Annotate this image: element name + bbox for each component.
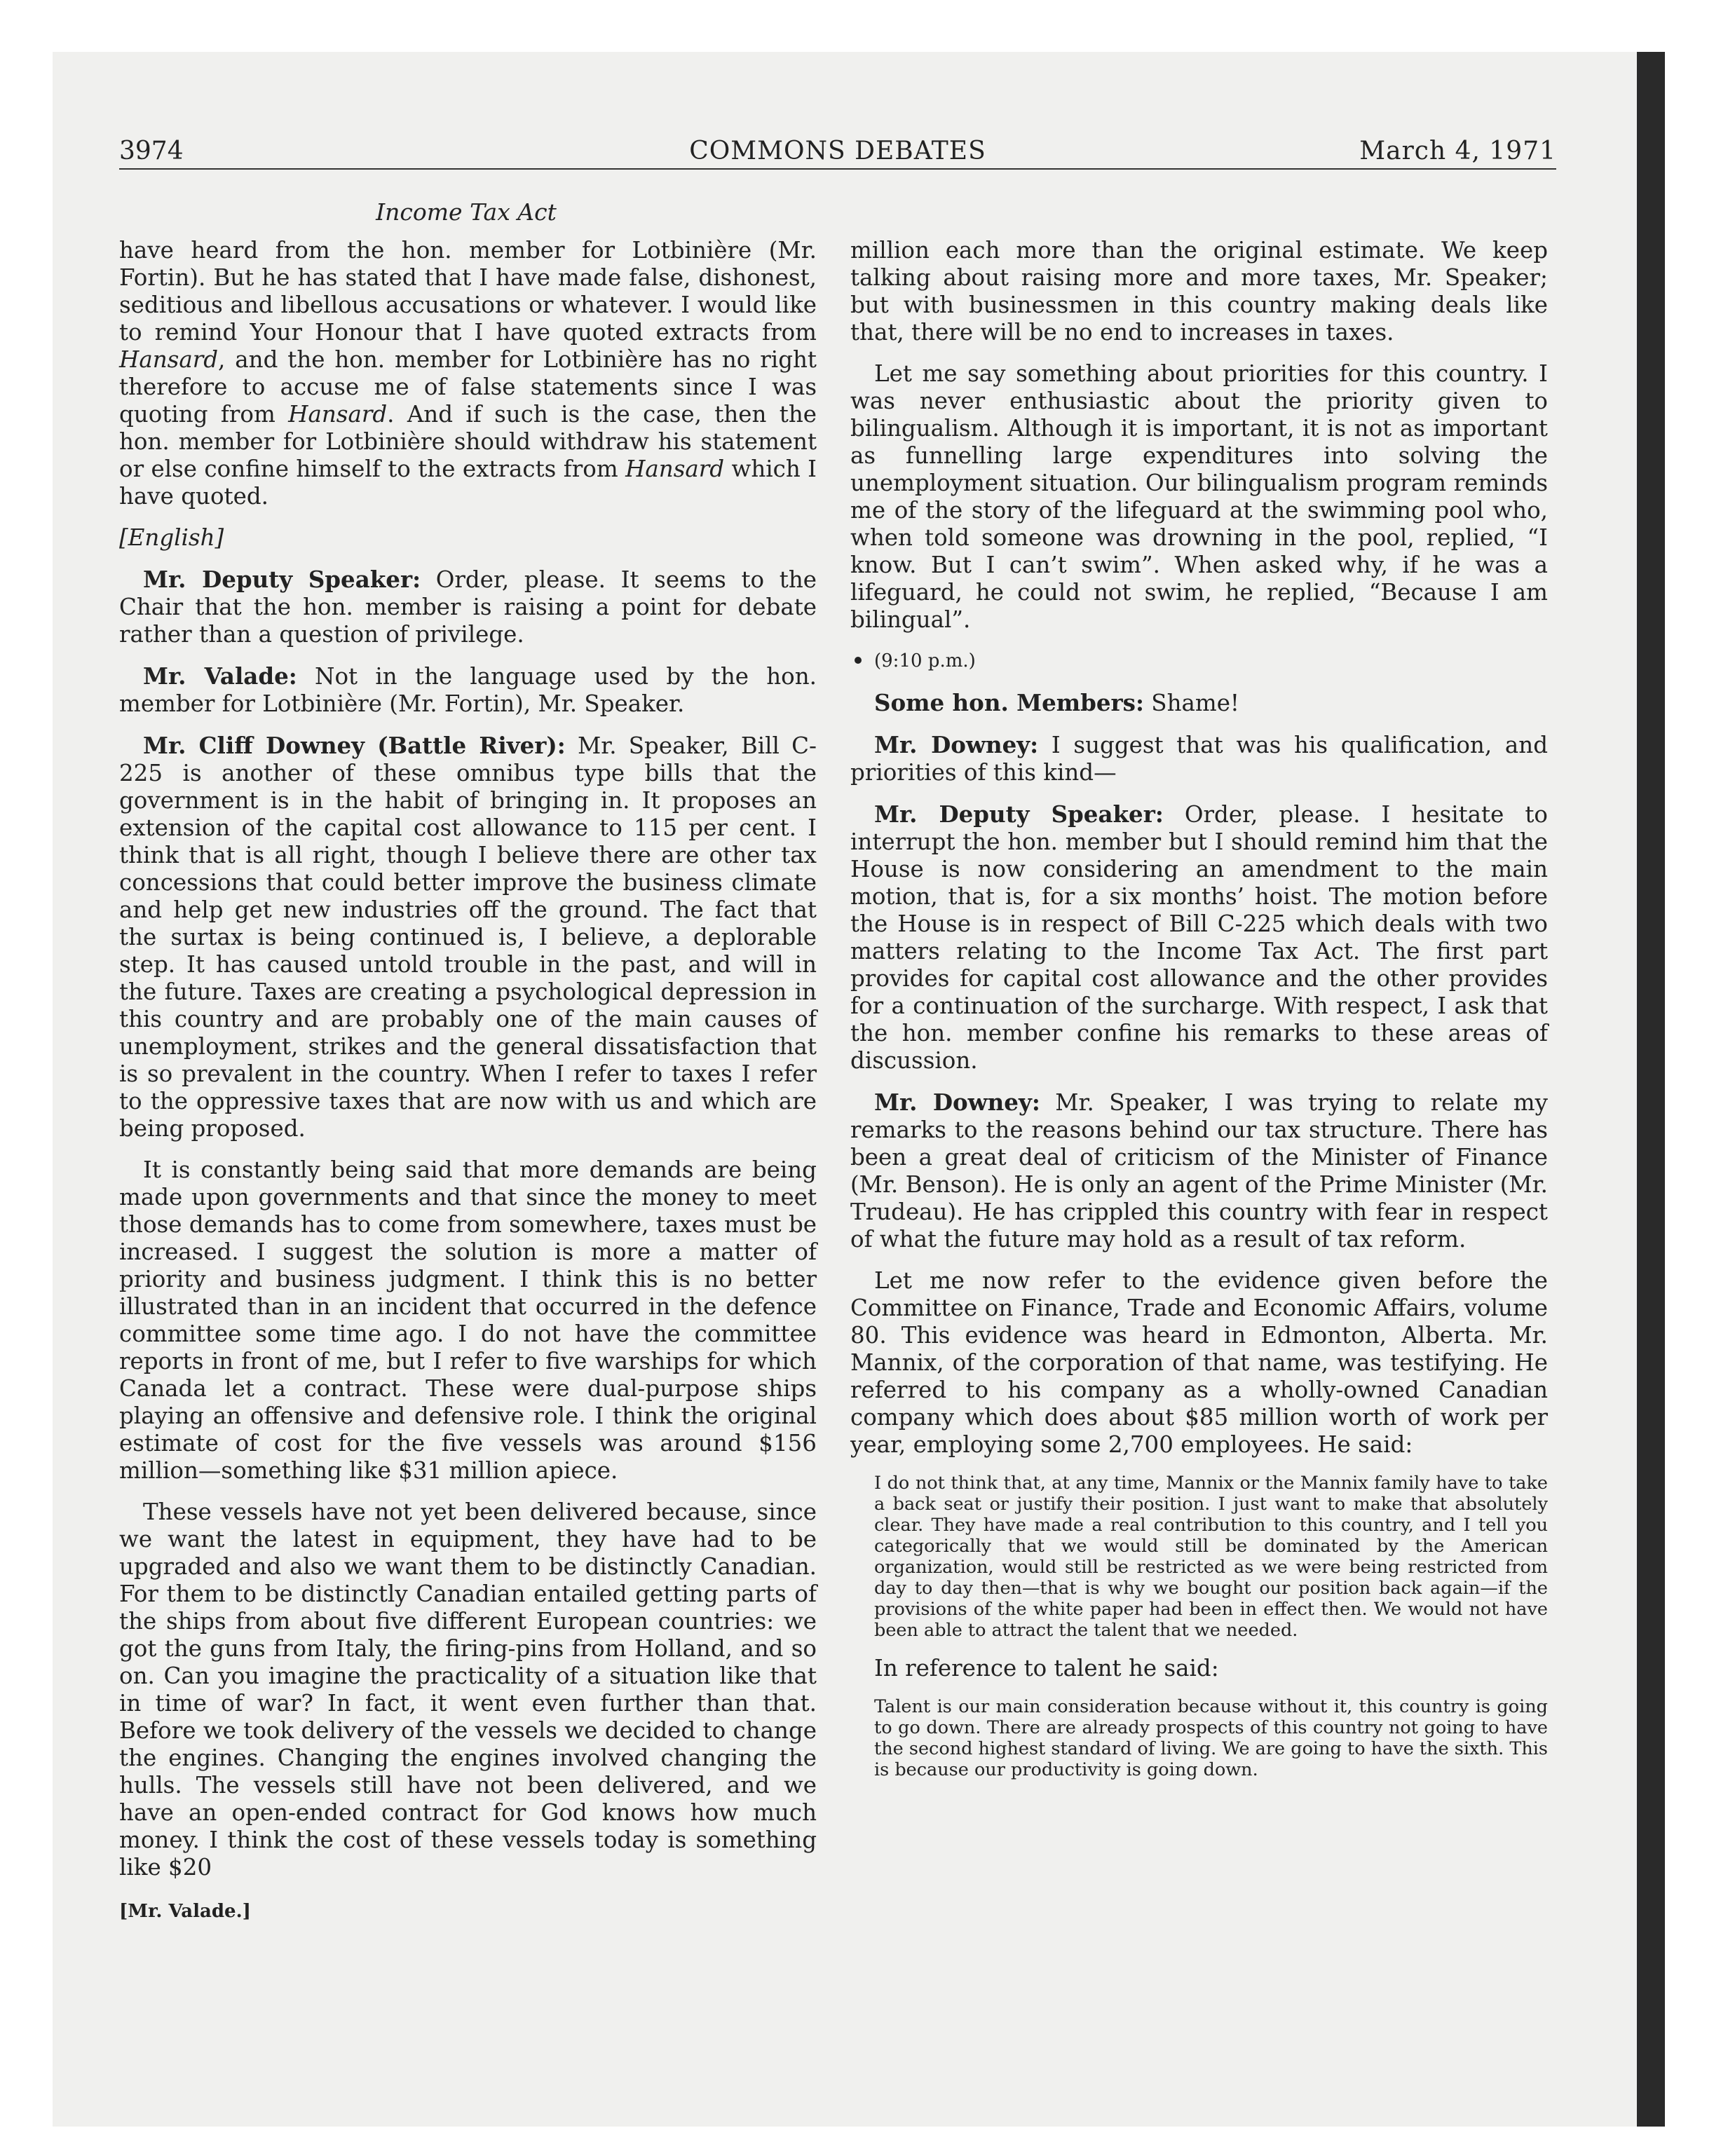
paragraph: million each more than the original estimate. We keep talking about raising more and more taxes, Mr. Speaker; but with businessmen in this country making deals like that, there will be no end to increases in taxes. xyxy=(850,237,1548,346)
paragraph: Let me now refer to the evidence given before the Committee on Finance, Trade and Economic Affairs, volume 80. This evidence was heard in Edmonton, Alberta. Mr. Mannix, of the corporation of that name, was testifying. He referred to his company as a wholly-owned Canadian company which does about $85 million worth of work per year, employing some 2,700 employees. He said: xyxy=(850,1267,1548,1458)
block-quote: Talent is our main consideration because without it, this country is going to go down. There are already prospects of this country not going to have the second highest standard of living. We are going to have the sixth. This is because our productivity is going down. xyxy=(874,1696,1548,1780)
timestamp: (9:10 p.m.) xyxy=(850,648,1548,675)
speaker-name: Mr. Deputy Speaker: xyxy=(874,800,1164,828)
speech-paragraph: Mr. Deputy Speaker: Order, please. I hesitate to interrupt the hon. member but I should remind him that the House is now considering an amendment to the main motion, that is, for a six months’ hoist. The motion before the House is in respect of Bill C-225 which deals with two matters relating to the Income Tax Act. The first part provides for capital cost allowance and the other provides for a continuation of the surcharge. With respect, I ask that the hon. member confine his remarks to these areas of discussion. xyxy=(850,800,1548,1074)
speech-paragraph: Mr. Downey: Mr. Speaker, I was trying to relate my remarks to the reasons behind our tax structure. There has been a great deal of criticism of the Minister of Finance (Mr. Benson). He is only an agent of the Prime Minister (Mr. Trudeau). He has crippled this country with fear in respect of what the future may hold as a result of tax reform. xyxy=(850,1089,1548,1253)
page-footer: [Mr. Valade.] xyxy=(119,1901,251,1922)
scan-edge-bar xyxy=(1637,52,1665,2127)
speech-paragraph: Mr. Cliff Downey (Battle River): Mr. Speaker, Bill C-225 is another of these omnibus type bills that the government is in the habit of bringing in. It proposes an extension of the capital cost allowance to 115 per cent. I think that is all right, though I believe there are other tax concessions that could better improve the business climate and help get new industries off the ground. The fact that the surtax is being continued is, I believe, a deplorable step. It has caused untold trouble in the past, and will in the future. Taxes are creating a psychological depression in this country and are probably one of the main causes of unemployment, strikes and the general dissatisfaction that is so prevalent in the country. When I refer to taxes I refer to the oppressive taxes that are now with us and which are being proposed. xyxy=(119,732,817,1142)
speaker-name: Some hon. Members: xyxy=(874,689,1144,716)
page-header xyxy=(119,135,1556,168)
speech-paragraph: Mr. Downey: I suggest that was his qualification, and priorities of this kind— xyxy=(850,731,1548,786)
right-column xyxy=(850,237,1548,1794)
publication-title: COMMONS DEBATES xyxy=(689,137,986,165)
header-rule xyxy=(119,168,1556,170)
page-date: March 4, 1971 xyxy=(1359,137,1556,165)
paragraph: In reference to talent he said: xyxy=(874,1655,1219,1681)
page-number: 3974 xyxy=(119,137,184,165)
speaker-name: Mr. Cliff Downey (Battle River): xyxy=(143,732,566,759)
speaker-name: Mr. Downey: xyxy=(874,1089,1040,1116)
paragraph: It is constantly being said that more demands are being made upon governments and that since the money to meet those demands has to come from somewhere, taxes must be increased. I suggest the solution is more a matter of priority and business judgment. I think this is no better illustrated than in an incident that occurred in the defence committee some time ago. I do not have the committee reports in front of me, but I refer to five warships for which Canada let a contract. These were dual-purpose ships playing an offensive and defensive role. I think the original estimate of cost for the five vessels was around $156 million—something like $31 million apiece. xyxy=(119,1157,817,1484)
subject-heading: Income Tax Act xyxy=(376,198,557,226)
speaker-name: Mr. Downey: xyxy=(874,731,1039,758)
speech-paragraph: Some hon. Members: Shame! xyxy=(874,689,1239,716)
left-column xyxy=(119,237,817,1939)
language-note: [English] xyxy=(119,524,224,551)
speaker-name: Mr. Deputy Speaker: xyxy=(143,566,421,593)
speech-paragraph: Mr. Deputy Speaker: Order, please. It seems to the Chair that the hon. member is raising a point for debate rather than a question of privilege. xyxy=(119,566,817,648)
speech-paragraph: Mr. Valade: Not in the language used by the hon. member for Lotbinière (Mr. Fortin), Mr. Speaker. xyxy=(119,662,817,717)
paragraph: These vessels have not yet been delivered because, since we want the latest in equipment, they have had to be upgraded and also we want them to be distinctly Canadian. For them to be distinctly Canadian entailed getting parts of the ships from about five different European countries: we got the guns from Italy, the firing-pins from Holland, and so on. Can you imagine the practicality of a situation like that in time of war? In fact, it went even further than that. Before we took delivery of the vessels we decided to change the engines. Changing the engines involved changing the hulls. The vessels still have not been delivered, and we have an open-ended contract for God knows how much money. I think the cost of these vessels today is something like $20 xyxy=(119,1499,817,1881)
speaker-name: Mr. Valade: xyxy=(143,662,297,690)
block-quote: I do not think that, at any time, Mannix or the Mannix family have to take a back seat or justify their position. I just want to make that absolutely clear. They have made a real contribution to this country, and I tell you categorically that we would still be dominated by the American organization, would still be restricted as we were being restricted from day to day then—that is why we bought our position back again—if the provisions of the white paper had been in effect then. We would not have been able to attract the talent that we needed. xyxy=(874,1473,1548,1641)
paragraph: have heard from the hon. member for Lotbinière (Mr. Fortin). But he has stated that I have made false, dishonest, seditious and libellous accusations or whatever. I would like to remind Your Honour that I have quoted extracts from Hansard, and the hon. member for Lotbinière has no right therefore to accuse me of false statements since I was quoting from Hansard. And if such is the case, then the hon. member for Lotbinière should withdraw his statement or else confine himself to the extracts from Hansard which I have quoted. xyxy=(119,237,817,510)
paragraph: Let me say something about priorities for this country. I was never enthusiastic about the priority given to bilingualism. Although it is important, it is not as important as funnelling large expenditures into solving the unemployment situation. Our bilingualism program reminds me of the story of the lifeguard at the swimming pool who, when told someone was drowning in the pool, replied, “I know. But I can’t swim”. When asked why, if he was a lifeguard, he could not swim, he replied, “Because I am bilingual”. xyxy=(850,360,1548,633)
bullet-icon xyxy=(855,657,862,664)
